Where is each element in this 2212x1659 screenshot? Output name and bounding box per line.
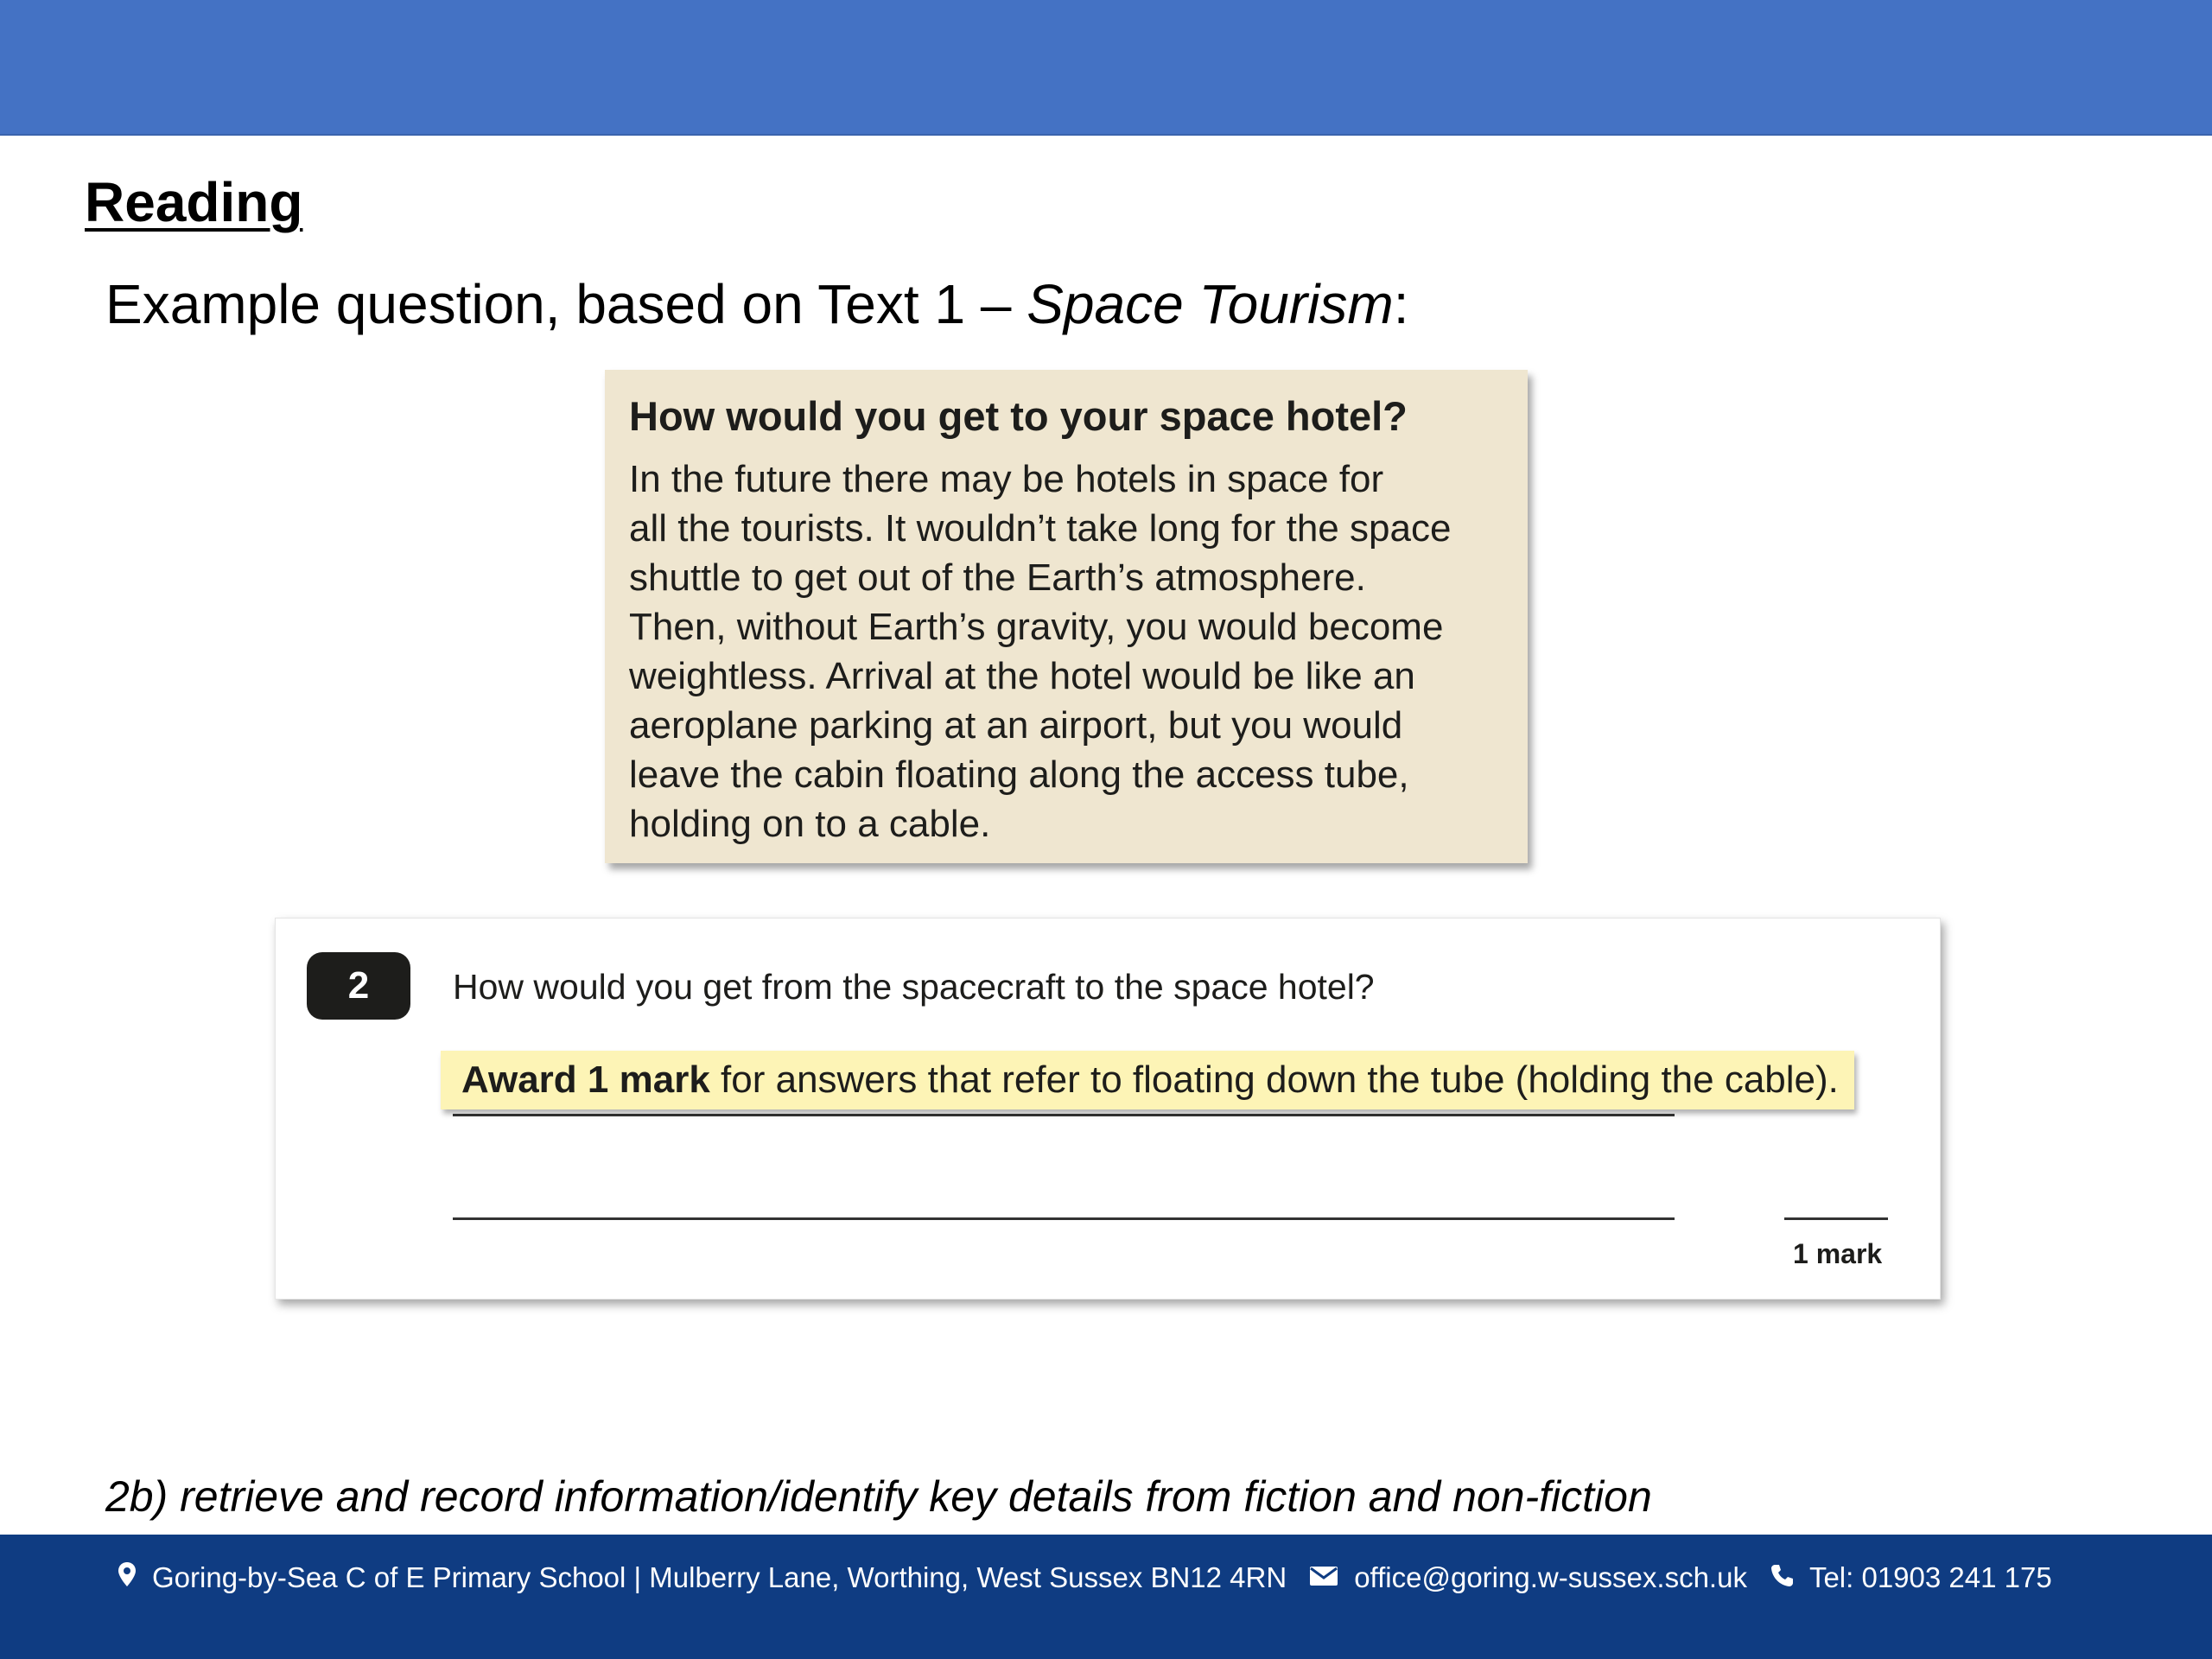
envelope-icon — [1309, 1561, 1338, 1594]
phone-icon — [1770, 1561, 1794, 1594]
top-banner — [0, 0, 2212, 136]
answer-line — [453, 1114, 1675, 1116]
footer-email-text[interactable]: office@goring.w-sussex.sch.uk — [1354, 1561, 1747, 1593]
extract-line: leave the cabin floating along the access tube, — [629, 753, 1409, 796]
extract-line: all the tourists. It wouldn’t take long for the space — [629, 507, 1452, 550]
footer-address — [118, 1561, 1287, 1594]
page-heading: Reading — [85, 171, 303, 233]
location-pin-icon — [118, 1561, 137, 1594]
intro-suffix: : — [1393, 273, 1409, 335]
extract-line: holding on to a cable. — [629, 803, 991, 845]
intro-prefix: Example question, based on Text 1 – — [105, 273, 1027, 335]
extract-body — [629, 454, 1510, 849]
footer-bar — [0, 1535, 2212, 1659]
intro-text — [105, 271, 1408, 337]
question-number-badge: 2 — [307, 952, 410, 1020]
extract-line: aeroplane parking at an airport, but you would — [629, 704, 1403, 747]
mark-label: 1 mark — [1793, 1238, 1883, 1269]
award-note-bold: Award 1 mark — [461, 1058, 710, 1101]
answer-line — [453, 1217, 1675, 1220]
extract-line: shuttle to get out of the Earth’s atmosphere. — [629, 556, 1366, 599]
footer-phone — [1770, 1561, 2052, 1594]
objective-text: 2b) retrieve and record information/identify key details from fiction and non-fiction — [105, 1472, 1652, 1521]
footer-phone-text: Tel: 01903 241 175 — [1808, 1561, 2052, 1593]
question-text: How would you get from the spacecraft to the space hotel? — [453, 967, 1375, 1007]
extract-line: weightless. Arrival at the hotel would be like an — [629, 655, 1415, 697]
mark-line — [1784, 1217, 1888, 1220]
text-extract-box — [605, 370, 1528, 863]
extract-title: How would you get to your space hotel? — [629, 393, 1408, 439]
extract-line: Then, without Earth’s gravity, you would become — [629, 606, 1444, 648]
footer-contact-row — [118, 1556, 2052, 1599]
award-note-rest: for answers that refer to floating down the tube (holding the cable). — [709, 1058, 1839, 1101]
intro-text-title: Space Tourism — [1027, 273, 1394, 335]
footer-address-text: Goring-by-Sea C of E Primary School | Mulberry Lane, Worthing, West Sussex BN12 4RN — [152, 1561, 1287, 1593]
award-mark-note — [441, 1051, 1854, 1109]
footer-email[interactable] — [1309, 1561, 1747, 1594]
extract-line: In the future there may be hotels in space for — [629, 458, 1384, 500]
